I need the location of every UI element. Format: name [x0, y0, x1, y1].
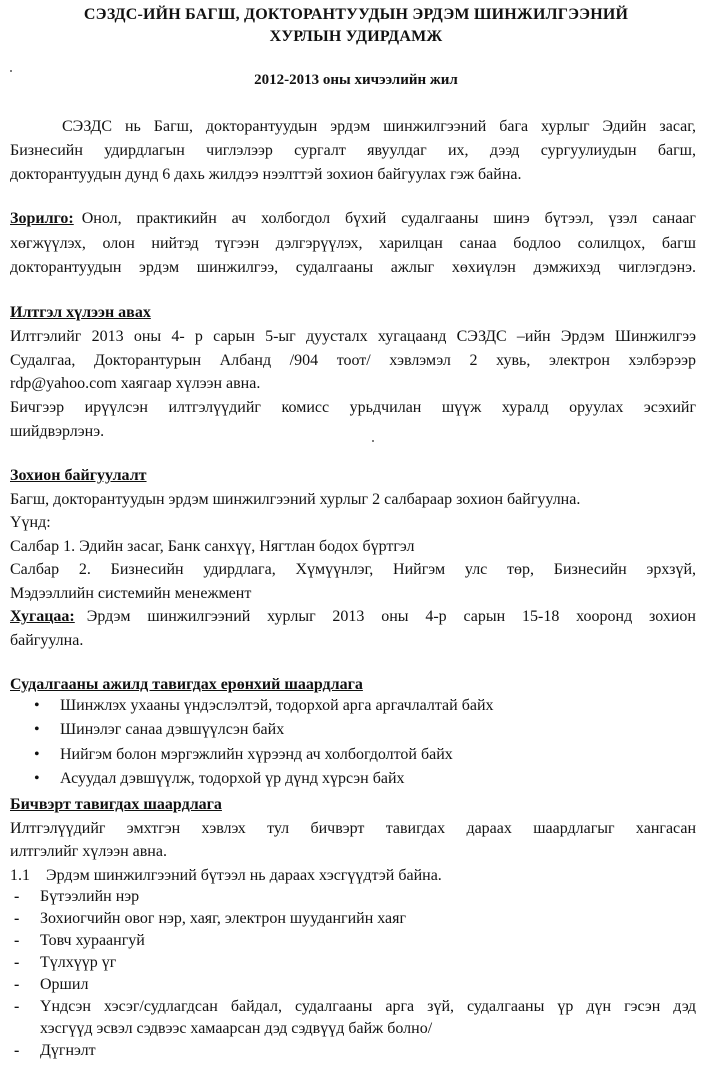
intro-line-1: СЭЗДС нь Багш, докторантуудын эрдэм шинжилгээний бага хурлыг Эдийн засаг, [62, 118, 696, 135]
bullet-icon: • [34, 697, 40, 714]
list-item-text: Дүгнэлт [40, 1042, 96, 1059]
document-title-line-2: ХУРЛЫН УДИРДАМЖ [269, 28, 443, 45]
list-item-text: Зохиогчийн овог нэр, хаяг, электрон шуудангийн хаяг [40, 910, 407, 927]
requirements-heading: Судалгааны ажилд тавигдах ерөнхий шаардлага [10, 676, 363, 693]
section-1-line: Салбар 1. Эдийн засаг, Банк санхүү, Нягтлан бодох бүртгэл [10, 538, 415, 555]
dash-marker: - [14, 976, 20, 993]
dash-marker: - [14, 1042, 20, 1059]
scan-speck [372, 440, 374, 442]
bullet-icon: • [34, 770, 40, 787]
list-item-text: Бүтээлийн нэр [40, 888, 140, 905]
section-2-line-cont: Мэдээллийн системийн менежмент [10, 585, 252, 602]
organization-heading: Зохион байгуулалт [10, 467, 147, 484]
bullet-icon: • [34, 721, 40, 738]
deadline-label: Хугацаа: [10, 608, 75, 625]
dash-marker: - [14, 954, 20, 971]
submission-heading: Илтгэл хүлээн авах [10, 304, 151, 321]
submission-line-3: rdp@yahoo.com хаягаар хүлээн авна. [10, 375, 261, 392]
dash-marker: - [14, 888, 20, 905]
dash-marker: - [14, 910, 20, 927]
list-item-text: Товч хураангуй [40, 932, 145, 949]
deadline-line-1 [10, 606, 696, 628]
list-item-text: хэсгүүд эсвэл сэдвээс хамаарсан дэд сэдвүүд байж болно/ [40, 1020, 433, 1037]
goal-line-3: докторантуудын эрдэм шинжилгээ, судалгааны ажлыг хөхиүлэн дэмжихэд чиглэгдэнэ. [10, 259, 696, 276]
section-2-line: Салбар 2. Бизнесийн удирдлага, Хүмүүнлэг, Нийгэм улс төр, Бизнесийн эрхзүй, [10, 561, 696, 578]
list-item-text: Үндсэн хэсэг/судлагдсан байдал, судалгааны арга зүй, судалгааны үр дүн гэсэн дэд [40, 998, 696, 1015]
goal-label: Зорилго: [10, 210, 74, 227]
organization-line-1: Багш, докторантуудын эрдэм шинжилгээний хурлыг 2 салбараар зохион байгуулна. [10, 491, 581, 508]
list-item-text: Шинжлэх ухааны үндэслэлтэй, тодорхой арга аргачлалтай байх [60, 697, 494, 714]
goal-line-1 [10, 208, 696, 230]
submission-line-2: Судалгаа, Докторантурын Албанд /904 тоот/ хэвлэмэл 2 хувь, электрон хэлбэрээр [10, 352, 696, 369]
item-text: Эрдэм шинжилгээний бүтээл нь дараах хэсгүүдтэй байна. [46, 867, 442, 884]
writing-line-2: илтгэлийг хүлээн авна. [10, 843, 167, 860]
document-title-line-1: СЭЗДС-ИЙН БАГШ, ДОКТОРАНТУУДЫН ЭРДЭМ ШИНЖИЛГЭЭНИЙ [83, 6, 629, 23]
list-item-text: Асуудал дэвшүүлж, тодорхой үр дүнд хүрсэн байх [60, 770, 405, 787]
writing-heading: Бичвэрт тавигдах шаардлага [10, 796, 222, 813]
academic-year: 2012-2013 оны хичээлийн жил [254, 72, 458, 88]
list-item-text: Нийгэм болон мэргэжлийн хүрээнд ач холбогдолтой байх [60, 746, 453, 763]
list-item-text: Оршил [40, 976, 89, 993]
dash-marker: - [14, 932, 20, 949]
intro-line-2: Бизнесийн удирдлагын чиглэлээр сургалт явуулдаг их, дээд сургуулиудын багш, [10, 142, 696, 159]
numbered-item-1-1 [10, 865, 696, 887]
writing-line-1: Илтгэлүүдийг эмхтгэн хэвлэх тул бичвэрт тавигдах дараах шаардлагыг хангасан [10, 820, 696, 837]
deadline-text-start: Эрдэм шинжилгээний хурлыг 2013 оны 4-р сарын 15-18 хооронд зохион [86, 608, 696, 625]
goal-line-2: хөгжүүлэх, олон нийтэд түгээн дэлгэрүүлэх, харилцан санаа бодлоо солилцох, багш [10, 235, 696, 252]
list-item-text: Түлхүүр үг [40, 954, 117, 971]
submission-line-5: шийдвэрлэнэ. [10, 423, 105, 440]
scan-speck [10, 70, 12, 72]
deadline-line-2: байгуулна. [10, 632, 84, 649]
item-number: 1.1 [10, 867, 30, 884]
submission-line-1: Илтгэлийг 2013 оны 4- р сарын 5-ыг дуусталх хугацаанд СЭЗДС –ийн Эрдэм Шинжилгээ [10, 328, 696, 345]
submission-line-4: Бичгээр ирүүлсэн илтгэлүүдийг комисс урьдчилан шүүж хуралд оруулах эсэхийг [10, 399, 696, 416]
organization-line-2: Үүнд: [10, 514, 51, 531]
goal-text-start: Онол, практикийн ач холбогдол бүхий судалгааны шинэ бүтээл, үзэл санааг [81, 210, 696, 227]
list-item-text: Шинэлэг санаа дэвшүүлсэн байх [60, 721, 285, 738]
bullet-icon: • [34, 746, 40, 763]
intro-line-3: докторантуудын дунд 6 дахь жилдээ нээлттэй зохион байгуулах гэж байна. [10, 166, 522, 183]
dash-marker: - [14, 998, 20, 1015]
